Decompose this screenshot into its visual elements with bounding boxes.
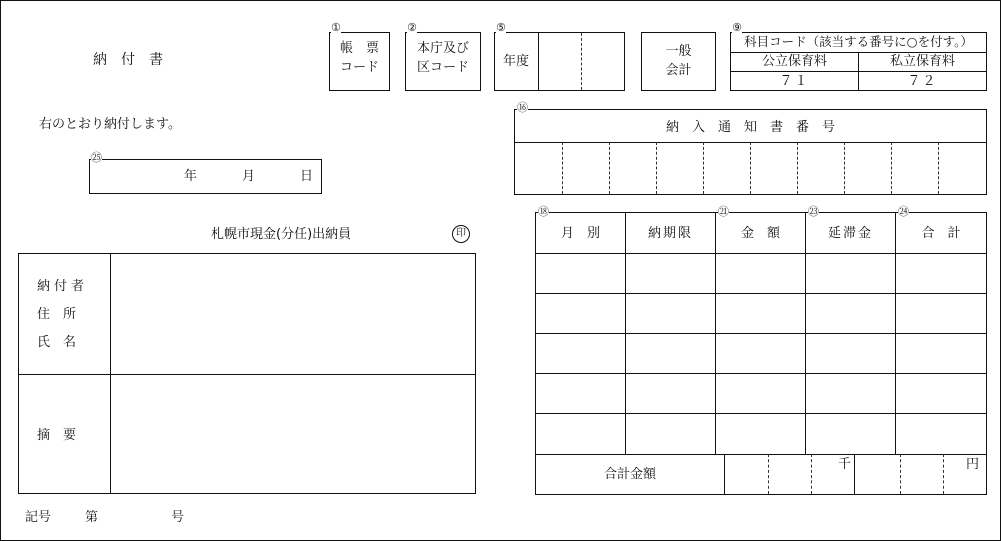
date-box [89,159,322,194]
date-month-label: 月 [242,169,256,184]
subject-option-name-2: 私立保育料 [889,54,955,69]
account-label-2: 会計 [665,63,692,78]
form-code-label-1: 帳 票 [339,41,379,56]
fiscal-year-label: 年度 [503,54,530,69]
mark-23: ㉓ [808,205,819,218]
mark-2: ② [407,21,417,34]
mark-16: ⑯ [517,101,528,114]
account-box [641,32,716,91]
mark-1: ① [331,21,341,34]
account-label-1: 一般 [665,44,692,59]
address-label: 住 所 [37,307,77,322]
form-code-box [329,32,390,91]
serial-middle: 第 [85,510,99,525]
unit-yen: 円 [966,457,980,472]
office-code-box [405,32,481,91]
fiscal-year-box [494,32,625,91]
mark-25: ㉕ [91,151,102,164]
collector-label: 札幌市現金(分任)出納員 [211,227,352,242]
payment-table [535,212,987,495]
mark-24: ㉔ [898,205,909,218]
mark-5: ⑤ [496,21,506,34]
mark-18: ⑱ [538,205,549,218]
subject-code-box [730,32,987,91]
subject-option-code-1: ７１ [779,74,810,89]
date-day-label: 日 [300,169,314,184]
summary-label: 摘 要 [37,428,77,443]
header-late-fee: 延滞金 [827,226,873,241]
header-total: 合 計 [921,226,961,241]
header-month: 月 別 [560,226,600,241]
office-code-label-1: 本庁及び [416,41,469,56]
slip-title: 納 付 書 [93,52,163,68]
total-amount-label: 合計金額 [603,467,656,482]
payer-box [18,253,476,494]
seal-mark: 印 [452,225,470,243]
payment-statement: 右のとおり納付します。 [39,117,181,132]
form-code-label-2: コード [339,60,379,75]
subject-code-header: 科目コード（該当する番号に○を付す。） [744,34,973,49]
payer-label: 納付者 [37,279,89,294]
subject-option-code-2: ７２ [907,74,938,89]
mark-21: ㉑ [718,205,729,218]
header-amount: 金 額 [740,226,780,241]
notice-number-box [514,109,987,195]
header-due-date: 納期限 [647,226,693,241]
serial-prefix: 記号 [25,510,52,525]
unit-thousand: 千 [838,457,852,472]
office-code-label-2: 区コード [416,60,469,75]
subject-option-name-1: 公立保育料 [761,54,827,69]
date-year-label: 年 [184,169,198,184]
serial-suffix: 号 [171,510,185,525]
notice-number-label: 納 入 通 知 書 番 号 [665,120,835,135]
name-label: 氏 名 [37,335,77,350]
mark-9: ⑨ [732,21,742,34]
